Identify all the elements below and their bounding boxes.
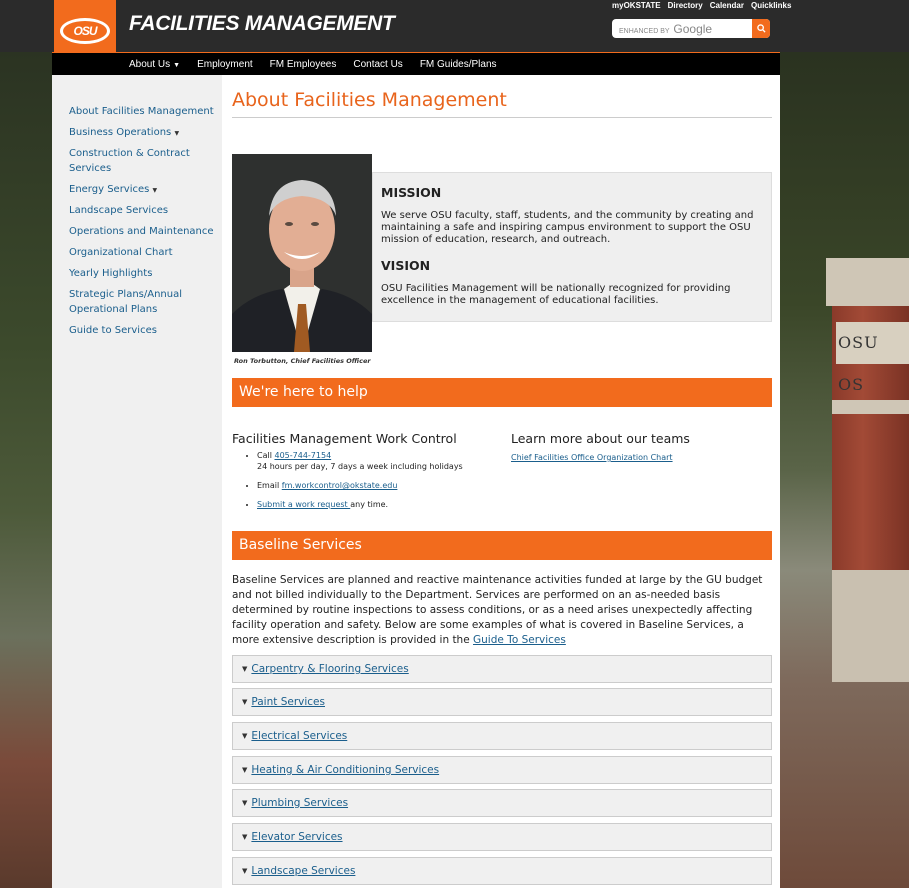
sidebar-item-yearly-highlights[interactable]: Yearly Highlights — [69, 268, 153, 279]
list-item: • Submit a work request any time. — [257, 499, 502, 510]
chevron-down-icon: ▼ — [173, 61, 181, 69]
vision-text: OSU Facilities Management will be nationally recognized for providing excellence in the management of educational facilities. — [381, 283, 731, 306]
vision-heading: VISION — [381, 258, 431, 273]
accordion-hvac[interactable]: ▼ Heating & Air Conditioning Services — [232, 756, 772, 784]
chevron-down-icon: ▼ — [174, 130, 180, 137]
accordion-elevator[interactable]: ▼ Elevator Services — [232, 823, 772, 851]
sidebar-item-energy[interactable]: Energy Services ▼ — [69, 184, 158, 195]
chevron-down-icon: ▼ — [242, 799, 248, 807]
sidebar-item-strategic-plans[interactable]: Strategic Plans/Annual Operational Plans — [69, 289, 182, 315]
accordion-paint[interactable]: ▼ Paint Services — [232, 688, 772, 716]
sidebar-item-guide[interactable]: Guide to Services — [69, 325, 157, 336]
work-control-section — [232, 431, 502, 518]
work-control-heading: Facilities Management Work Control — [232, 431, 457, 446]
nav-employment[interactable]: Employment — [197, 58, 253, 70]
main-content — [222, 75, 780, 888]
phone-link[interactable]: 405-744-7154 — [274, 451, 332, 460]
email-link[interactable]: fm.workcontrol@okstate.edu — [281, 481, 398, 490]
search-button[interactable] — [752, 19, 770, 38]
help-band: We're here to help — [232, 378, 772, 407]
search-icon — [757, 24, 766, 33]
pillar-sign: OSU OS — [836, 322, 909, 364]
sidebar-item-landscape[interactable]: Landscape Services — [69, 205, 169, 216]
main-nav — [52, 52, 780, 75]
site-title[interactable]: FACILITIES MANAGEMENT — [129, 12, 395, 35]
work-request-link[interactable]: Submit a work request — [257, 500, 351, 509]
sidebar-item-about[interactable]: About Facilities Management — [69, 106, 214, 117]
baseline-band: Baseline Services — [232, 531, 772, 560]
org-chart-link[interactable]: Chief Facilities Office Organization Chart — [511, 453, 673, 462]
util-link-quicklinks[interactable]: Quicklinks — [750, 1, 792, 10]
search-placeholder: ENHANCED BY Google — [619, 21, 713, 36]
background-left — [0, 52, 52, 888]
portrait-photo — [232, 154, 372, 352]
chevron-down-icon: ▼ — [242, 766, 248, 774]
util-link-directory[interactable]: Directory — [667, 1, 703, 10]
chevron-down-icon: ▼ — [242, 833, 248, 841]
accordion-landscape[interactable]: ▼ Landscape Services — [232, 857, 772, 885]
sidebar-item-operations[interactable]: Operations and Maintenance — [69, 226, 214, 237]
search-input[interactable] — [612, 19, 770, 38]
guide-to-services-link[interactable]: Guide To Services — [473, 634, 566, 646]
osu-logo-mark: OSU — [60, 18, 110, 44]
nav-about-us[interactable]: About Us ▼ — [129, 58, 181, 70]
mission-heading: MISSION — [381, 185, 442, 200]
utility-links — [612, 1, 791, 10]
nav-fm-guides[interactable]: FM Guides/Plans — [419, 58, 497, 70]
util-link-myokstate[interactable]: myOKSTATE — [612, 1, 661, 10]
sidebar-item-business-operations[interactable]: Business Operations ▼ — [69, 127, 180, 138]
list-item: • Call 405-744-7154 24 hours per day, 7 days a week including holidays — [257, 450, 502, 472]
baseline-description: Baseline Services are planned and reactive maintenance activities funded at large by the GU budget and not billed individually to the Department. Services are performed on an as-needed basis determined by routine inspections to assess conditions, or as a need arises unexpectedly affecting facility operation and safety. Below are some examples of what is covered in Baseline Services, a more extensive description is provided in the Guide To Services — [232, 574, 763, 646]
nav-fm-employees[interactable]: FM Employees — [269, 58, 337, 70]
page-title: About Facilities Management — [232, 89, 507, 111]
accordion-plumbing[interactable]: ▼ Plumbing Services — [232, 789, 772, 817]
top-bar — [0, 0, 909, 52]
chevron-down-icon: ▼ — [242, 867, 248, 875]
nav-contact-us[interactable]: Contact Us — [353, 58, 403, 70]
sidebar-item-org-chart[interactable]: Organizational Chart — [69, 247, 173, 258]
divider — [232, 117, 772, 118]
photo-caption: Ron Torbutton, Chief Facilities Officer — [234, 357, 371, 365]
sidebar — [52, 75, 222, 888]
chevron-down-icon: ▼ — [242, 732, 248, 740]
mission-text: We serve OSU faculty, staff, students, and the community by creating and maintaining a safe and inspiring campus environment to support the OSU mission of education, research, and outreach. — [381, 210, 754, 245]
chevron-down-icon: ▼ — [242, 665, 248, 673]
chevron-down-icon: ▼ — [152, 187, 158, 194]
mission-vision-box — [372, 172, 772, 322]
chevron-down-icon: ▼ — [242, 698, 248, 706]
list-item: • Email fm.workcontrol@okstate.edu — [257, 480, 502, 491]
sidebar-item-construction[interactable]: Construction & Contract Services — [69, 148, 190, 174]
accordion-carpentry[interactable]: ▼ Carpentry & Flooring Services — [232, 655, 772, 683]
accordion-electrical[interactable]: ▼ Electrical Services — [232, 722, 772, 750]
util-link-calendar[interactable]: Calendar — [709, 1, 744, 10]
teams-heading: Learn more about our teams — [511, 431, 690, 446]
teams-section — [511, 431, 771, 463]
